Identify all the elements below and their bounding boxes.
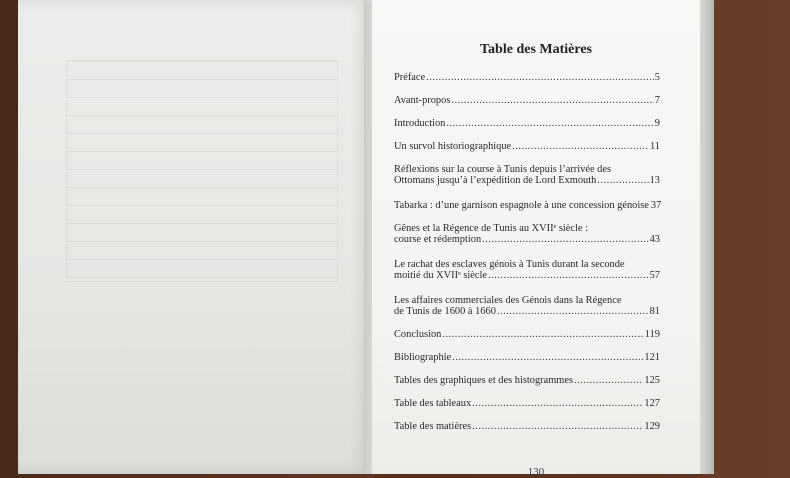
show-through-table: [66, 60, 338, 282]
dot-leader: [451, 95, 653, 106]
dot-leader: [497, 306, 649, 317]
toc-entry: [394, 200, 660, 211]
toc-entry-title: Ottomans jusqu’à l’expédition de Lord Exmouth: [394, 175, 597, 186]
toc-entry-row: [394, 421, 660, 432]
toc-entry: [394, 295, 660, 317]
toc-entry-page: 119: [644, 329, 660, 340]
toc-entry-title: Introduction: [394, 118, 446, 129]
toc-entry-row: [394, 329, 660, 340]
dot-leader: [482, 234, 648, 245]
toc-entry-page: 37: [650, 200, 662, 211]
toc-entry: [394, 259, 660, 281]
toc-entry-row: [394, 141, 660, 152]
toc-entry: [394, 95, 660, 106]
toc-entry-title: Tabarka : d’une garnison espagnole à une concession génoise: [394, 200, 649, 211]
toc-entry-page: 129: [644, 421, 660, 432]
dot-leader: [452, 352, 643, 363]
dot-leader: [442, 329, 643, 340]
dot-leader: [472, 398, 643, 409]
toc-entry: [394, 72, 660, 83]
right-page: [372, 0, 700, 478]
left-page: [18, 0, 370, 474]
dot-leader: [426, 72, 654, 83]
toc-entry: [394, 164, 660, 186]
toc-entry-title: de Tunis de 1600 à 1660: [394, 306, 496, 317]
toc-entry-page: 43: [649, 234, 660, 245]
dot-leader: [446, 118, 653, 129]
toc-entry-page: 7: [654, 95, 660, 106]
toc-entry-page: 9: [654, 118, 660, 129]
toc-entry-row: [394, 72, 660, 83]
toc-entry-page: 121: [644, 352, 660, 363]
dot-leader: [574, 375, 643, 386]
dot-leader: [597, 175, 648, 186]
toc-entry-row: [394, 375, 660, 386]
toc-entry-page: 125: [644, 375, 660, 386]
toc-entry-title: Un survol historiographique: [394, 141, 512, 152]
toc-entry-title: course et rédemption: [394, 234, 482, 245]
toc-entry-page: 127: [644, 398, 660, 409]
toc-entry-row: [394, 200, 660, 211]
toc-entry-page: 13: [649, 175, 660, 186]
toc-entry: [394, 141, 660, 152]
toc-entry-page: 57: [649, 270, 660, 281]
toc-entry-row: [394, 306, 660, 317]
dot-leader: [488, 270, 649, 281]
page-edge: [700, 0, 714, 474]
toc-entry: [394, 118, 660, 129]
toc-entry-title: Avant-propos: [394, 95, 451, 106]
toc-entry-row: [394, 118, 660, 129]
toc-entry-title: Tables des graphiques et des histogrammes: [394, 375, 574, 386]
toc-entry-title-line: Réflexions sur la course à Tunis depuis l’arrivée des: [394, 164, 612, 175]
toc-entry: [394, 329, 660, 340]
toc-entry: [394, 375, 660, 386]
toc-entry-title-line: Les affaires commerciales des Génois dans la Régence: [394, 295, 622, 306]
toc-entry-page: 81: [649, 306, 660, 317]
toc-entry-row: [394, 234, 660, 245]
page-title: Table des Matières: [480, 42, 592, 57]
toc-entry-row: [394, 352, 660, 363]
toc-entry-page: 5: [654, 72, 660, 83]
toc-entry-page: 11: [649, 141, 660, 152]
toc-entry-title: Préface: [394, 72, 426, 83]
toc-entry-title: Table des tableaux: [394, 398, 472, 409]
toc-entry-row: [394, 270, 660, 281]
toc-entry: [394, 398, 660, 409]
toc-entry-title: moitié du XVIIᵉ siècle: [394, 270, 487, 281]
toc-entry: [394, 352, 660, 363]
dot-leader: [512, 141, 649, 152]
dot-leader: [472, 421, 643, 432]
toc-entry-title: Table des matières: [394, 421, 472, 432]
toc-entry-title: Bibliographie: [394, 352, 452, 363]
toc-entry-row: [394, 95, 660, 106]
table-of-contents: [394, 72, 660, 444]
toc-entry-title-line: Le rachat des esclaves génois à Tunis durant la seconde: [394, 259, 625, 270]
toc-entry-title-line: Gênes et la Régence de Tunis au XVIIᵉ siècle :: [394, 223, 588, 234]
toc-entry: [394, 421, 660, 432]
page-number: 130: [527, 466, 545, 478]
toc-entry-row: [394, 398, 660, 409]
toc-entry-title: Conclusion: [394, 329, 442, 340]
toc-entry: [394, 223, 660, 245]
toc-entry-row: [394, 175, 660, 186]
